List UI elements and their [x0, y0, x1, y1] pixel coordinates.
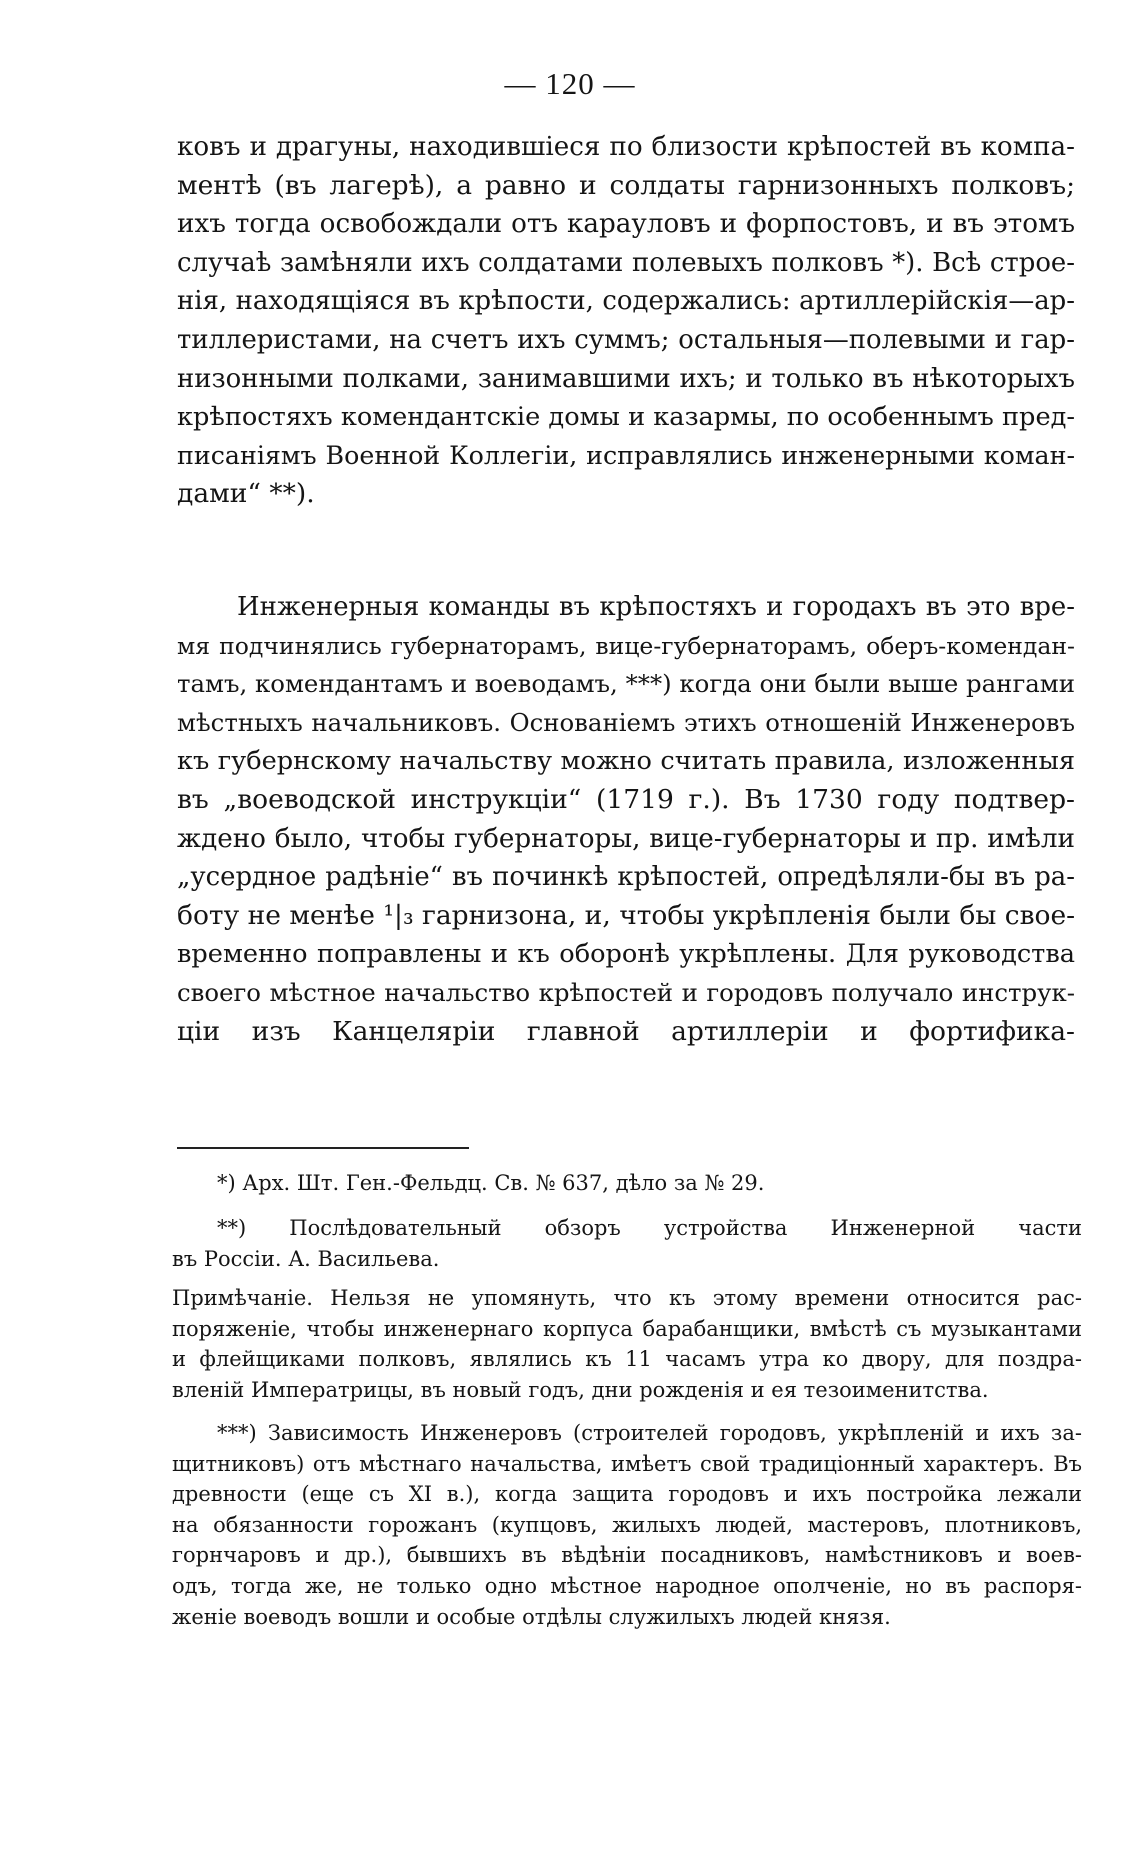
footnote-line: щитниковъ) отъ мѣстнаго начальства, имѣетъ свой традиціонный характеръ. Въ	[172, 1451, 1082, 1476]
text-line: крѣпостяхъ комендантскіе домы и казармы, по особеннымъ пред-	[177, 402, 1075, 433]
footnote-2	[172, 1213, 1082, 1274]
text-line: ковъ и драгуны, находившіеся по близости крѣпостей въ компа-	[177, 132, 1075, 162]
text-line: нія, находящіяся въ крѣпости, содержались: артиллерійскія—ар-	[177, 286, 1075, 317]
page-number: — 120 —	[504, 66, 636, 101]
footnote-1	[172, 1168, 1082, 1199]
footnote-line: горнчаровъ и др.), бывшихъ въ вѣдѣніи посадниковъ, намѣстниковъ и воев-	[172, 1543, 1082, 1568]
footnote-line: поряженіе, чтобы инженернаго корпуса барабанщики, вмѣстѣ съ музыкантами	[172, 1316, 1082, 1341]
text-line: ціи изъ Канцеляріи главной артиллеріи и фортифика-	[177, 1015, 1075, 1047]
text-line: писаніямъ Военной Коллегіи, исправлялись инженерными коман-	[177, 440, 1075, 470]
footnote-divider	[177, 1147, 469, 1149]
text-line: въ „воеводской инструкціи“ (1719 г.). Въ 1730 году подтвер-	[177, 783, 1075, 815]
footnote-3	[172, 1418, 1082, 1632]
text-line: временно поправлены и къ оборонѣ укрѣплены. Для руководства	[177, 939, 1075, 970]
footnote-line: древности (еще съ XI в.), когда защита городовъ и ихъ постройка лежали	[172, 1482, 1082, 1507]
footnote-line: **) Послѣдовательный обзоръ устройства Инженерной части	[217, 1216, 1082, 1240]
text-line: тиллеристами, на счетъ ихъ суммъ; остальныя—полевыми и гар-	[177, 324, 1075, 355]
paragraph-1	[177, 128, 1075, 514]
footnote-line: одъ, тогда же, не только одно мѣстное народное ополченіе, но въ распоря-	[172, 1573, 1082, 1598]
text-line: случаѣ замѣняли ихъ солдатами полевыхъ полковъ *). Всѣ строе-	[177, 247, 1075, 278]
text-line: тамъ, комендантамъ и воеводамъ, ***) когда они были выше рангами	[177, 669, 1075, 699]
text-line: мѣстныхъ начальниковъ. Основаніемъ этихъ отношеній Инженеровъ	[177, 707, 1075, 737]
text-line: низонными полками, занимавшими ихъ; и только въ нѣкоторыхъ	[177, 363, 1075, 394]
text-line: Инженерныя команды въ крѣпостяхъ и городахъ въ это вре-	[237, 592, 1075, 622]
footnote-line: женіе воеводъ вошли и особые отдѣлы служилыхъ людей князя.	[172, 1604, 891, 1629]
footnote-line: вленій Императрицы, въ новый годъ, дни рожденія и ея тезоименитства.	[172, 1377, 989, 1402]
text-line: своего мѣстное начальство крѣпостей и городовъ получало инструк-	[177, 977, 1075, 1007]
footnote-line: ***) Зависимость Инженеровъ (строителей городовъ, укрѣпленій и ихъ за-	[217, 1421, 1082, 1445]
text-line: боту не менѣе ¹|₃ гарнизона, и, чтобы укрѣпленія были бы свое-	[177, 899, 1076, 931]
text-line: ихъ тогда освобождали отъ карауловъ и форпостовъ, и въ этомъ	[177, 209, 1075, 240]
footnote-line: въ Россіи. А. Васильева.	[172, 1246, 440, 1271]
text-line: къ губернскому начальству можно считать правила, изложенныя	[177, 746, 1075, 777]
paragraph-2	[177, 588, 1075, 1051]
footnote-line: и флейщиками полковъ, являлись къ 11 часамъ утра ко двору, для поздра-	[172, 1347, 1082, 1372]
text-line: ждено было, чтобы губернаторы, вице-губернаторы и пр. имѣли	[177, 823, 1075, 854]
remark-note	[172, 1283, 1082, 1405]
text-line: мя подчинялись губернаторамъ, вице-губернаторамъ, оберъ-комендан-	[177, 631, 1075, 660]
text-line: дами“ **).	[177, 478, 315, 510]
footnote-line: *) Арх. Шт. Ген.-Фельдц. Св. № 637, дѣло за № 29.	[217, 1171, 765, 1195]
text-line: „усердное радѣніе“ въ починкѣ крѣпостей, опредѣляли-бы въ ра-	[177, 862, 1075, 893]
text-line: ментѣ (въ лагерѣ), а равно и солдаты гарнизонныхъ полковъ;	[177, 169, 1075, 201]
footnote-line: на обязанности горожанъ (купцовъ, жилыхъ людей, мастеровъ, плотниковъ,	[172, 1512, 1082, 1537]
footnote-line: Примѣчаніе. Нельзя не упомянуть, что къ этому времени относится рас-	[172, 1286, 1082, 1310]
